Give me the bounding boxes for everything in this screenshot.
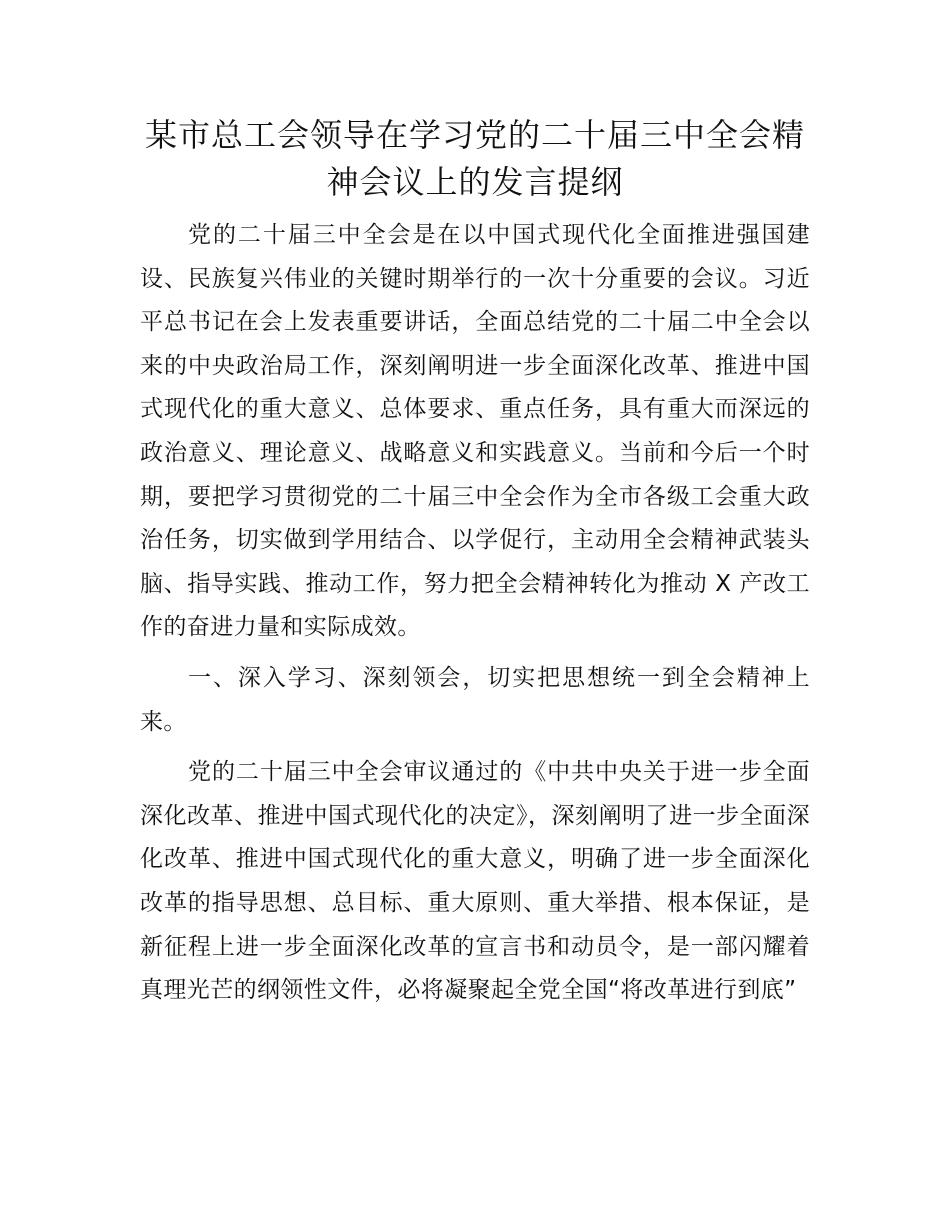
document-title: 某市总工会领导在学习党的二十届三中全会精神会议上的发言提纲 [144,116,805,201]
document-body [140,214,810,1020]
section-heading-one: 一、深入学习、深刻领会，切实把思想统一到全会精神上来。 [140,664,810,735]
paragraph-intro: 党的二十届三中全会是在以中国式现代化全面推进强国建设、民族复兴伟业的关键时期举行的一次十分重要的会议。习近平总书记在会上发表重要讲话，全面总结党的二十届二中全会以来的中央政治局工作，深刻阐明进一步全面深化改革、推进中国式现代化的重大意义、总体要求、重点任务，具有重大而深远的政治意义、理论意义、战略意义和实践意义。当前和今后一个时期，要把学习贯彻党的二十届三中全会作为全市各级工会重大政治任务，切实做到学用结合、以学促行，主动用全会精神武装头脑、指导实践、推动工作，努力把全会精神转化为推动 X 产改工作的奋进力量和实际成效。 [140,222,810,641]
paragraph-section-one: 党的二十届三中全会审议通过的《中共中央关于进一步全面深化改革、推进中国式现代化的决定》，深刻阐明了进一步全面深化改革、推进中国式现代化的重大意义，明确了进一步全面深化改革的指导思想、总目标、重大原则、重大举措、根本保证，是新征程上进一步全面深化改革的宣言书和动员令，是一部闪耀着真理光芒的纲领性文件，必将凝聚起全党全国“将改革进行到底” [140,759,810,1004]
